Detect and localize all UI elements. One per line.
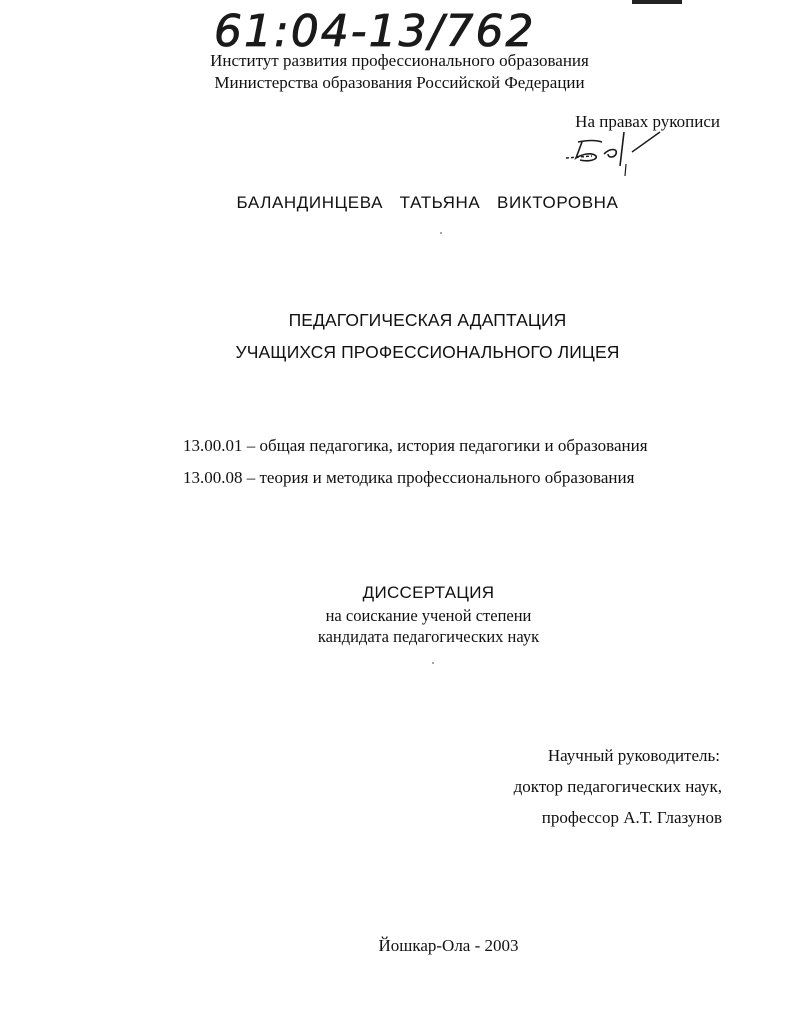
institute-block [0,50,799,94]
specialty-codes [183,430,648,494]
signature-drawing [552,118,672,178]
supervisor-block [514,740,722,833]
dissertation-line-1: на соискание ученой степени [325,606,532,625]
author-name: БАЛАНДИНЦЕВА ТАТЬЯНА ВИКТОРОВНА [236,193,619,212]
dissertation-block [0,581,799,647]
dissertation-title [0,304,799,368]
rights-note: На правах рукописи [575,112,720,131]
title-line-1: ПЕДАГОГИЧЕСКАЯ АДАПТАЦИЯ [288,310,567,330]
supervisor-degree: доктор педагогических наук, [513,777,722,796]
handwritten-code-drawing [210,4,550,56]
institute-line-1: Институт развития профессионального образования [210,51,589,70]
scan-speck [440,232,442,234]
title-line-2: УЧАЩИХСЯ ПРОФЕССИОНАЛЬНОГО ЛИЦЕЯ [235,342,620,362]
handwritten-signature [552,118,672,178]
dissertation-heading: ДИССЕРТАЦИЯ [362,583,495,602]
handwritten-code-text: 61:04-13/762 [214,6,536,56]
scan-artifact-bar [632,0,682,4]
institute-line-2: Министерства образования Российской Федерации [214,73,585,92]
city-year: Йошкар-Ола - 2003 [378,936,519,955]
specialty-item-1: 13.00.01 – общая педагогика, история педагогики и образования [183,436,648,455]
specialty-item-2: 13.00.08 – теория и методика профессионального образования [183,468,635,487]
handwritten-archive-code [210,4,550,56]
dissertation-line-2: кандидата педагогических наук [317,627,540,646]
supervisor-label: Научный руководитель: [547,746,720,765]
scan-speck [432,662,434,664]
supervisor-name: профессор А.Т. Глазунов [541,808,722,827]
